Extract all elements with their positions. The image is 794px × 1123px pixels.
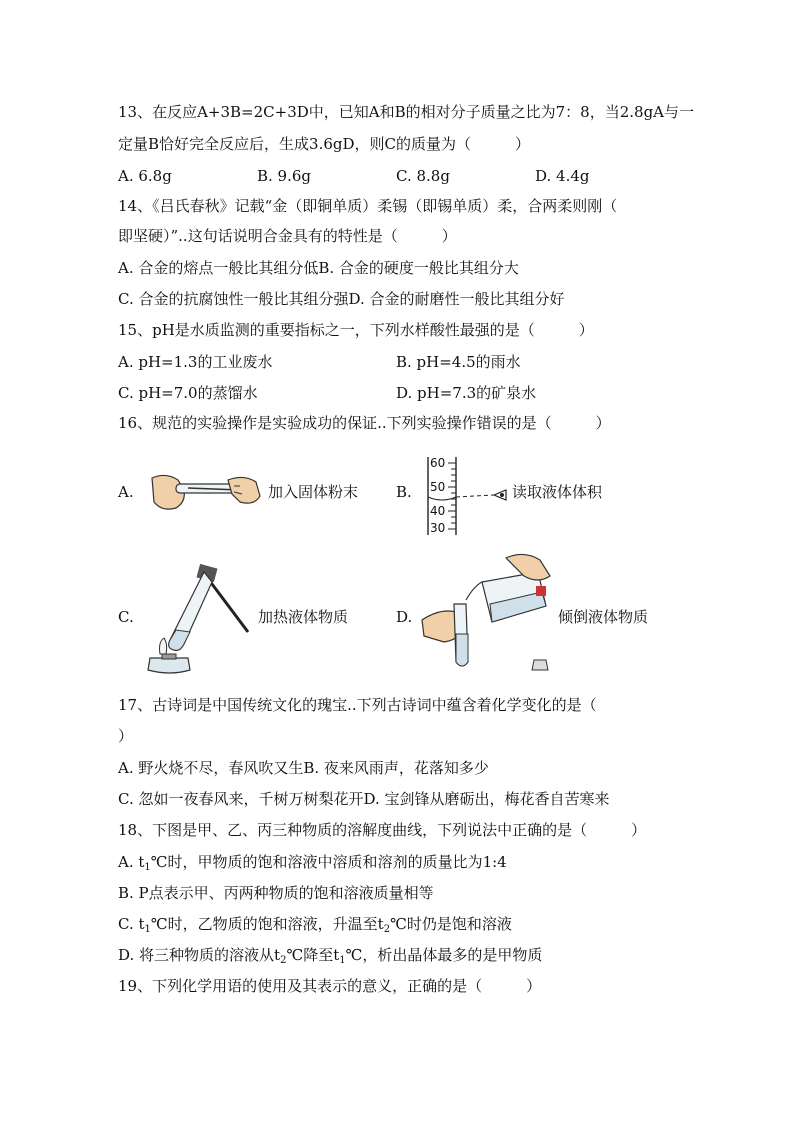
q15-option-b[interactable]: B. pH=4.5的雨水	[396, 353, 521, 371]
q17-options-cd[interactable]: C. 忽如一夜春风来，千树万树梨花开D. 宝剑锋从磨砺出，梅花香自苦寒来	[118, 790, 610, 808]
q16-stem	[118, 413, 611, 433]
q18-option-d[interactable]	[118, 945, 542, 965]
q15-option-d[interactable]: D. pH=7.3的矿泉水	[396, 384, 537, 402]
q14-stem-line2	[118, 226, 457, 246]
q19-bracket-close: ）	[526, 977, 542, 995]
q18-option-a-prefix: A. t	[118, 853, 145, 871]
q16-option-d-caption: 倾倒液体物质	[558, 608, 649, 626]
q18-stem	[118, 820, 646, 840]
pouring-liquid-illustration	[420, 550, 556, 674]
q18-option-c[interactable]	[118, 914, 512, 934]
q13-option-b[interactable]: B. 9.6g	[257, 167, 312, 185]
q18-bracket-close: ）	[631, 821, 647, 839]
q16-option-a-letter[interactable]: A.	[118, 483, 134, 501]
q14-stem-line1: 14、《吕氏春秋》记载“金（即铜单质）柔锡（即锡单质）柔，合两柔则刚（	[118, 197, 618, 215]
q18-option-d-text: ℃，析出晶体最多的是甲物质	[345, 946, 543, 964]
cylinder-tick-30: 30	[430, 521, 446, 535]
q13-option-d[interactable]: D. 4.4g	[535, 167, 590, 185]
powder-addition-illustration	[148, 468, 264, 518]
q14-options-ab[interactable]: A. 合金的熔点一般比其组分低B. 合金的硬度一般比其组分大	[118, 259, 519, 277]
q18-option-d-prefix: D. 将三种物质的溶液从t	[118, 946, 281, 964]
q16-option-d-letter[interactable]: D.	[396, 608, 413, 626]
q16-stem-text: 16、规范的实验操作是实验成功的保证..下列实验操作错误的是（	[118, 414, 552, 432]
q13-stem-text: 定量B恰好完全反应后，生成3.6gD，则C的质量为（	[118, 135, 471, 153]
q18-option-d-subscript-1: 2	[280, 955, 287, 966]
q16-option-b-letter[interactable]: B.	[396, 483, 412, 501]
q19-stem	[118, 976, 541, 996]
q18-option-d-mid: ℃降至t	[286, 946, 340, 964]
q17-stem-line2: ）	[118, 727, 134, 745]
q18-option-c-text: ℃时仍是饱和溶液	[390, 915, 512, 933]
q18-option-a[interactable]	[118, 852, 507, 872]
q18-option-b[interactable]: B. P点表示甲、丙两种物质的饱和溶液质量相等	[118, 884, 434, 902]
q13-option-a[interactable]: A. 6.8g	[118, 167, 172, 185]
q16-option-c-letter[interactable]: C.	[118, 608, 134, 626]
q18-stem-text: 18、下图是甲、乙、丙三种物质的溶解度曲线，下列说法中正确的是（	[118, 821, 588, 839]
q16-bracket-close: ）	[595, 414, 611, 432]
q16-option-c-caption: 加热液体物质	[258, 608, 349, 626]
q15-option-a[interactable]: A. pH=1.3的工业废水	[118, 353, 273, 371]
cylinder-tick-60: 60	[430, 456, 446, 470]
q16-option-b-caption: 读取液体体积	[512, 483, 603, 501]
q18-option-c-subscript-2: 2	[383, 924, 391, 935]
cylinder-tick-40: 40	[430, 504, 446, 518]
q19-stem-text: 19、下列化学用语的使用及其表示的意义，正确的是（	[118, 977, 483, 995]
heating-test-tube-illustration	[140, 562, 258, 676]
q14-stem-text: 即坚硬）”..这句话说明合金具有的特性是（	[118, 227, 398, 245]
q15-stem	[118, 320, 594, 340]
q18-option-c-prefix: C. t	[118, 915, 145, 933]
q14-options-cd[interactable]: C. 合金的抗腐蚀性一般比其组分强D. 合金的耐磨性一般比其组分好	[118, 290, 565, 308]
q13-stem-line2	[118, 134, 530, 154]
q13-option-c[interactable]: C. 8.8g	[396, 167, 450, 185]
q18-option-a-subscript: 1	[144, 862, 151, 873]
q17-options-ab[interactable]: A. 野火烧不尽，春风吹又生B. 夜来风雨声，花落知多少	[118, 759, 489, 777]
q16-option-a-caption: 加入固体粉末	[268, 483, 359, 501]
q13-bracket-close: ）	[515, 135, 531, 153]
q14-bracket-close: ）	[441, 227, 457, 245]
q18-option-a-text: ℃时，甲物质的饱和溶液中溶质和溶剂的质量比为1:4	[150, 853, 507, 871]
q15-option-c[interactable]: C. pH=7.0的蒸馏水	[118, 384, 258, 402]
q18-option-c-subscript-1: 1	[144, 924, 151, 935]
q15-stem-text: 15、pH是水质监测的重要指标之一，下列水样酸性最强的是（	[118, 321, 535, 339]
q18-option-d-subscript-2: 1	[339, 955, 346, 966]
q18-option-c-mid: ℃时，乙物质的饱和溶液，升温至t	[150, 915, 384, 933]
q15-bracket-close: ）	[578, 321, 594, 339]
q17-stem-line1: 17、古诗词是中国传统文化的瑰宝..下列古诗词中蕴含着化学变化的是（	[118, 696, 597, 714]
q13-stem-line1: 13、在反应A+3B=2C+3D中，已知A和B的相对分子质量之比为7：8，当2.8gA与一	[118, 103, 695, 121]
cylinder-tick-50: 50	[430, 480, 446, 494]
